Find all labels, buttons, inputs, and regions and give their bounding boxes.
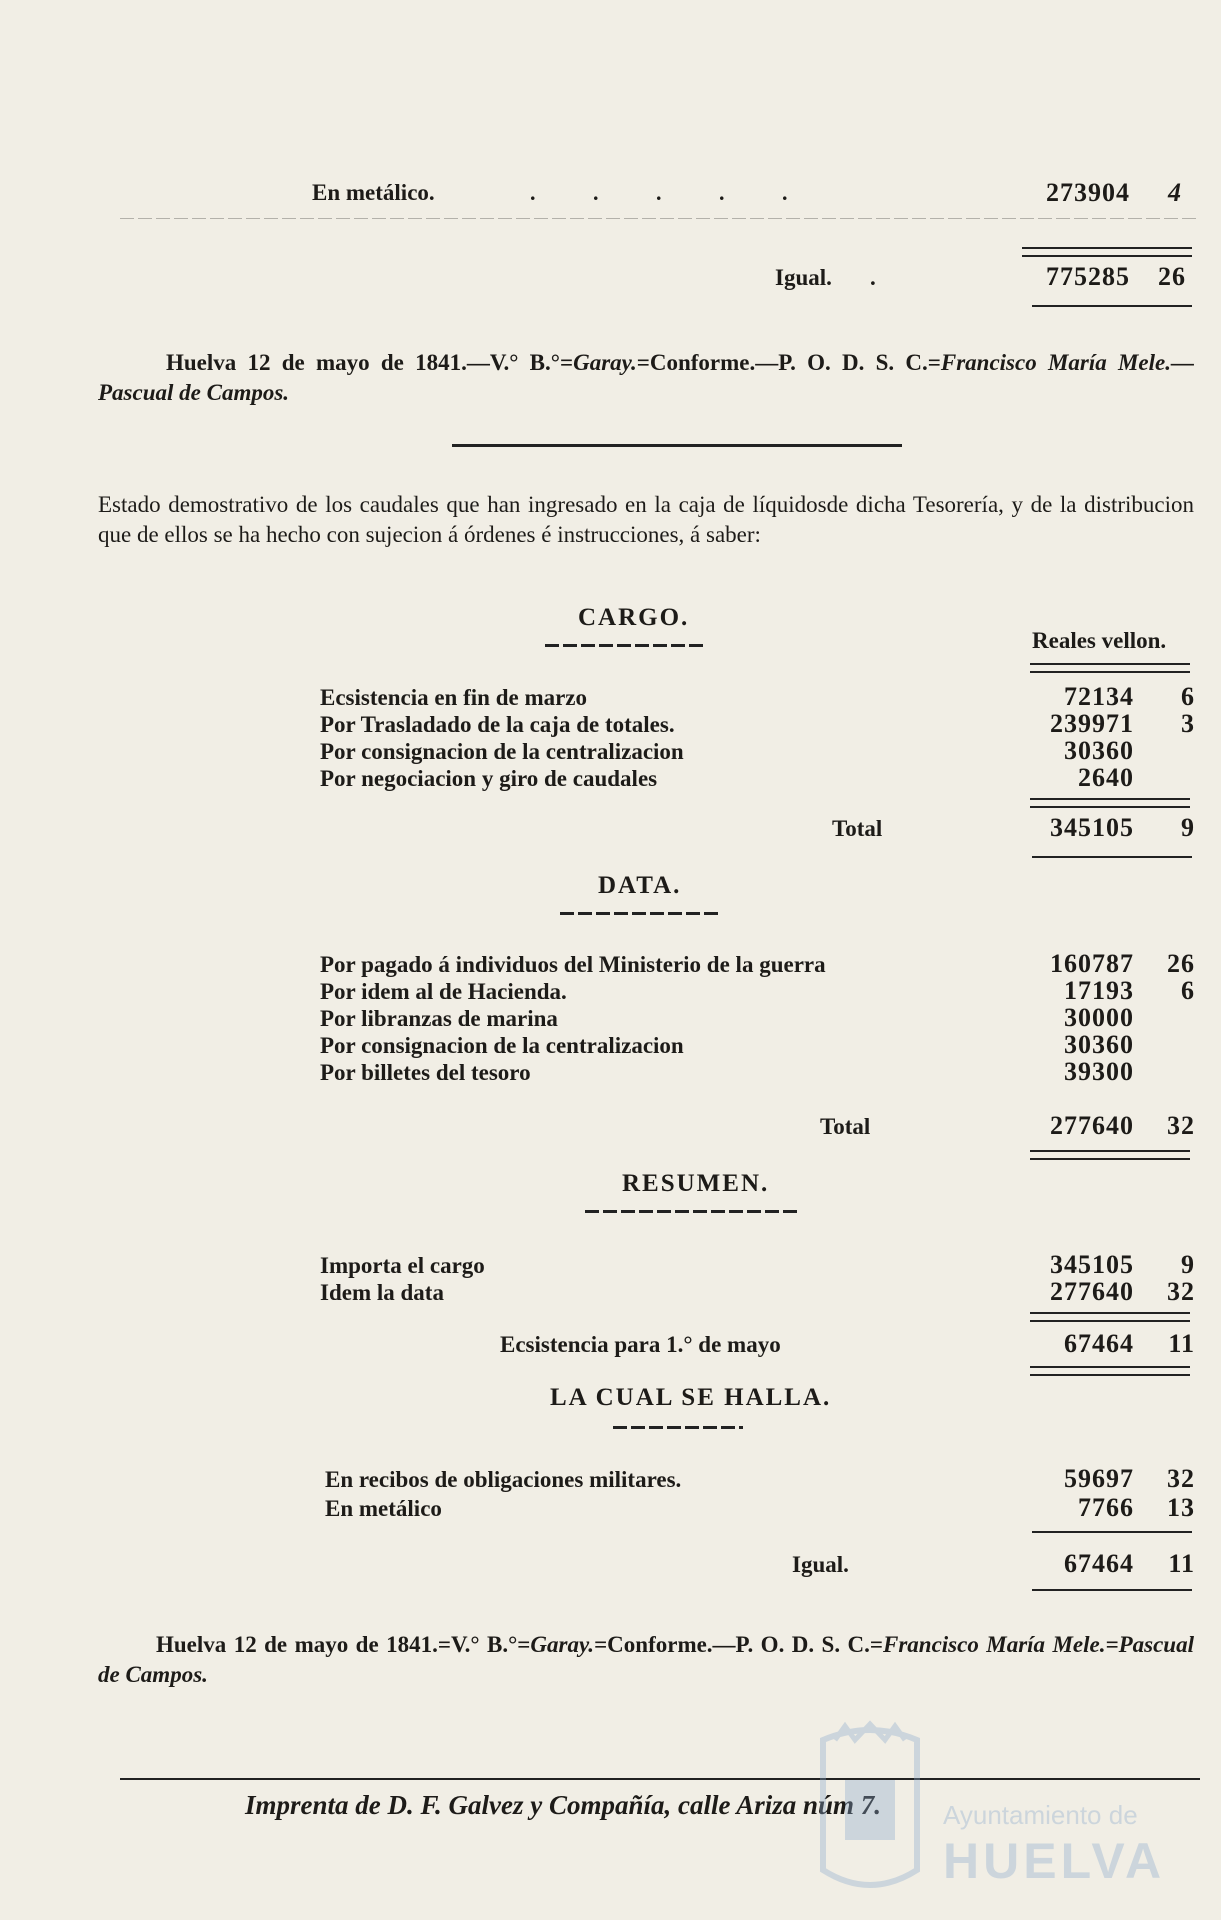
heading-underline: [585, 1210, 800, 1213]
double-rule: [1030, 798, 1190, 808]
resumen-row-amount: 277640: [1050, 1277, 1134, 1306]
halla-row-label: En recibos de obligaciones militares.: [325, 1467, 682, 1492]
data-row-label: Por libranzas de marina: [320, 1006, 558, 1031]
data-total-amount: 277640: [1050, 1111, 1134, 1140]
leader-dot: .: [870, 265, 876, 290]
data-row-cents: 6: [1181, 976, 1195, 1005]
cargo-row-label: Por negociacion y giro de caudales: [320, 766, 658, 791]
igual-label: Igual.: [775, 265, 832, 290]
double-rule: [1030, 1150, 1190, 1160]
cargo-row-label: Ecsistencia en fin de marzo: [320, 685, 588, 710]
watermark-line2: HUELVA: [943, 1833, 1166, 1889]
section-separator: [452, 444, 902, 447]
leader-dots: . . . . .: [530, 180, 814, 205]
metalico-cents: 4: [1168, 178, 1182, 207]
data-row-label: Por billetes del tesoro: [320, 1060, 531, 1085]
heading-underline: [560, 912, 720, 915]
resumen-heading: RESUMEN.: [622, 1170, 770, 1197]
divider: [120, 218, 1200, 219]
cargo-total-cents: 9: [1181, 813, 1195, 842]
data-row-label: Por consignacion de la centralizacion: [320, 1033, 684, 1058]
halla-igual-label: Igual.: [792, 1552, 849, 1577]
halla-igual-amount: 67464: [1064, 1549, 1134, 1578]
resumen-row-label: Idem la data: [320, 1280, 444, 1305]
metalico-label: En metálico.: [312, 180, 435, 205]
intro-paragraph: Estado demostrativo de los caudales que han ingresado en la caja de líquidosde dicha Tesorería, y de la distribucion que de ellos se ha hecho con sujecion á órdenes é instrucciones, á saber:: [98, 492, 1194, 547]
resumen-row-cents: 9: [1181, 1250, 1195, 1279]
signature-2-italic: Garay.: [530, 1632, 595, 1657]
data-heading: DATA.: [598, 872, 682, 899]
double-rule: [1022, 247, 1192, 257]
ecsistencia-cents: 11: [1168, 1329, 1195, 1358]
signature-2-text: Huelva 12 de mayo de 1841.=V.° B.°=: [156, 1632, 531, 1657]
cargo-row-amount: 72134: [1064, 682, 1134, 711]
halla-row-amount: 7766: [1078, 1493, 1134, 1522]
cargo-row-cents: 3: [1181, 709, 1195, 738]
cargo-total-amount: 345105: [1050, 813, 1134, 842]
cargo-row-amount: 30360: [1064, 736, 1134, 765]
data-row-amount: 30000: [1064, 1003, 1134, 1032]
ecsistencia-label: Ecsistencia para 1.° de mayo: [500, 1332, 781, 1357]
signature-1-italic: Garay.: [573, 350, 637, 375]
cargo-row-amount: 239971: [1050, 709, 1134, 738]
column-header: Reales vellon.: [1032, 628, 1167, 653]
double-rule: [1030, 1366, 1190, 1376]
rule: [1032, 305, 1192, 307]
heading-underline: [613, 1426, 743, 1429]
data-total-cents: 32: [1167, 1111, 1195, 1140]
data-row-amount: 30360: [1064, 1030, 1134, 1059]
data-row-amount: 160787: [1050, 949, 1134, 978]
huelva-logo: [815, 1720, 1166, 1900]
rule: [1032, 1531, 1192, 1533]
halla-igual-cents: 11: [1168, 1549, 1195, 1578]
resumen-row-amount: 345105: [1050, 1250, 1134, 1279]
halla-row-cents: 13: [1167, 1493, 1195, 1522]
data-row-label: Por pagado á individuos del Ministerio de la guerra: [320, 952, 826, 977]
halla-row-amount: 59697: [1064, 1464, 1134, 1493]
igual-amount: 775285: [1046, 262, 1130, 291]
cargo-row-amount: 2640: [1078, 763, 1134, 792]
resumen-row-cents: 32: [1167, 1277, 1195, 1306]
metalico-amount: 273904: [1046, 178, 1130, 207]
signature-1-names: Francisco María Mele.—Pascual de Campos.: [98, 350, 1194, 405]
watermark-line1: Ayuntamiento de: [943, 1800, 1138, 1830]
data-total-label: Total: [820, 1114, 871, 1139]
imprint: Imprenta de D. F. Galvez y Compañía, calle Ariza núm 7.: [245, 1790, 882, 1820]
igual-cents: 26: [1158, 262, 1186, 291]
cargo-heading: CARGO.: [578, 604, 690, 631]
cargo-row-label: Por Trasladado de la caja de totales.: [320, 712, 675, 737]
ecsistencia-amount: 67464: [1064, 1329, 1134, 1358]
signature-1-rest: =Conforme.—P. O. D. S. C.=: [636, 350, 941, 375]
signature-block-2: [98, 1630, 1194, 1690]
data-row-label: Por idem al de Hacienda.: [320, 979, 567, 1004]
data-row-amount: 39300: [1064, 1057, 1134, 1086]
double-rule: [1030, 1312, 1190, 1322]
signature-block-1: [98, 348, 1194, 408]
data-row-amount: 17193: [1064, 976, 1134, 1005]
data-row-cents: 26: [1167, 949, 1195, 978]
signature-2-names: Francisco María Mele.=Pascual de Campos.: [98, 1632, 1194, 1687]
rule: [1032, 856, 1192, 858]
double-rule: [1030, 663, 1190, 673]
cargo-row-label: Por consignacion de la centralizacion: [320, 739, 684, 764]
halla-row-label: En metálico: [325, 1496, 442, 1521]
halla-heading: LA CUAL SE HALLA.: [550, 1384, 832, 1411]
cargo-row-cents: 6: [1181, 682, 1195, 711]
rule: [1032, 1589, 1192, 1591]
signature-2-rest: =Conforme.—P. O. D. S. C.=: [594, 1632, 883, 1657]
resumen-row-label: Importa el cargo: [320, 1253, 485, 1278]
heading-underline: [545, 644, 705, 647]
signature-1-text: Huelva 12 de mayo de 1841.—V.° B.°=: [166, 350, 574, 375]
halla-row-cents: 32: [1167, 1464, 1195, 1493]
cargo-total-label: Total: [832, 816, 883, 841]
crest-icon: [815, 1720, 925, 1900]
